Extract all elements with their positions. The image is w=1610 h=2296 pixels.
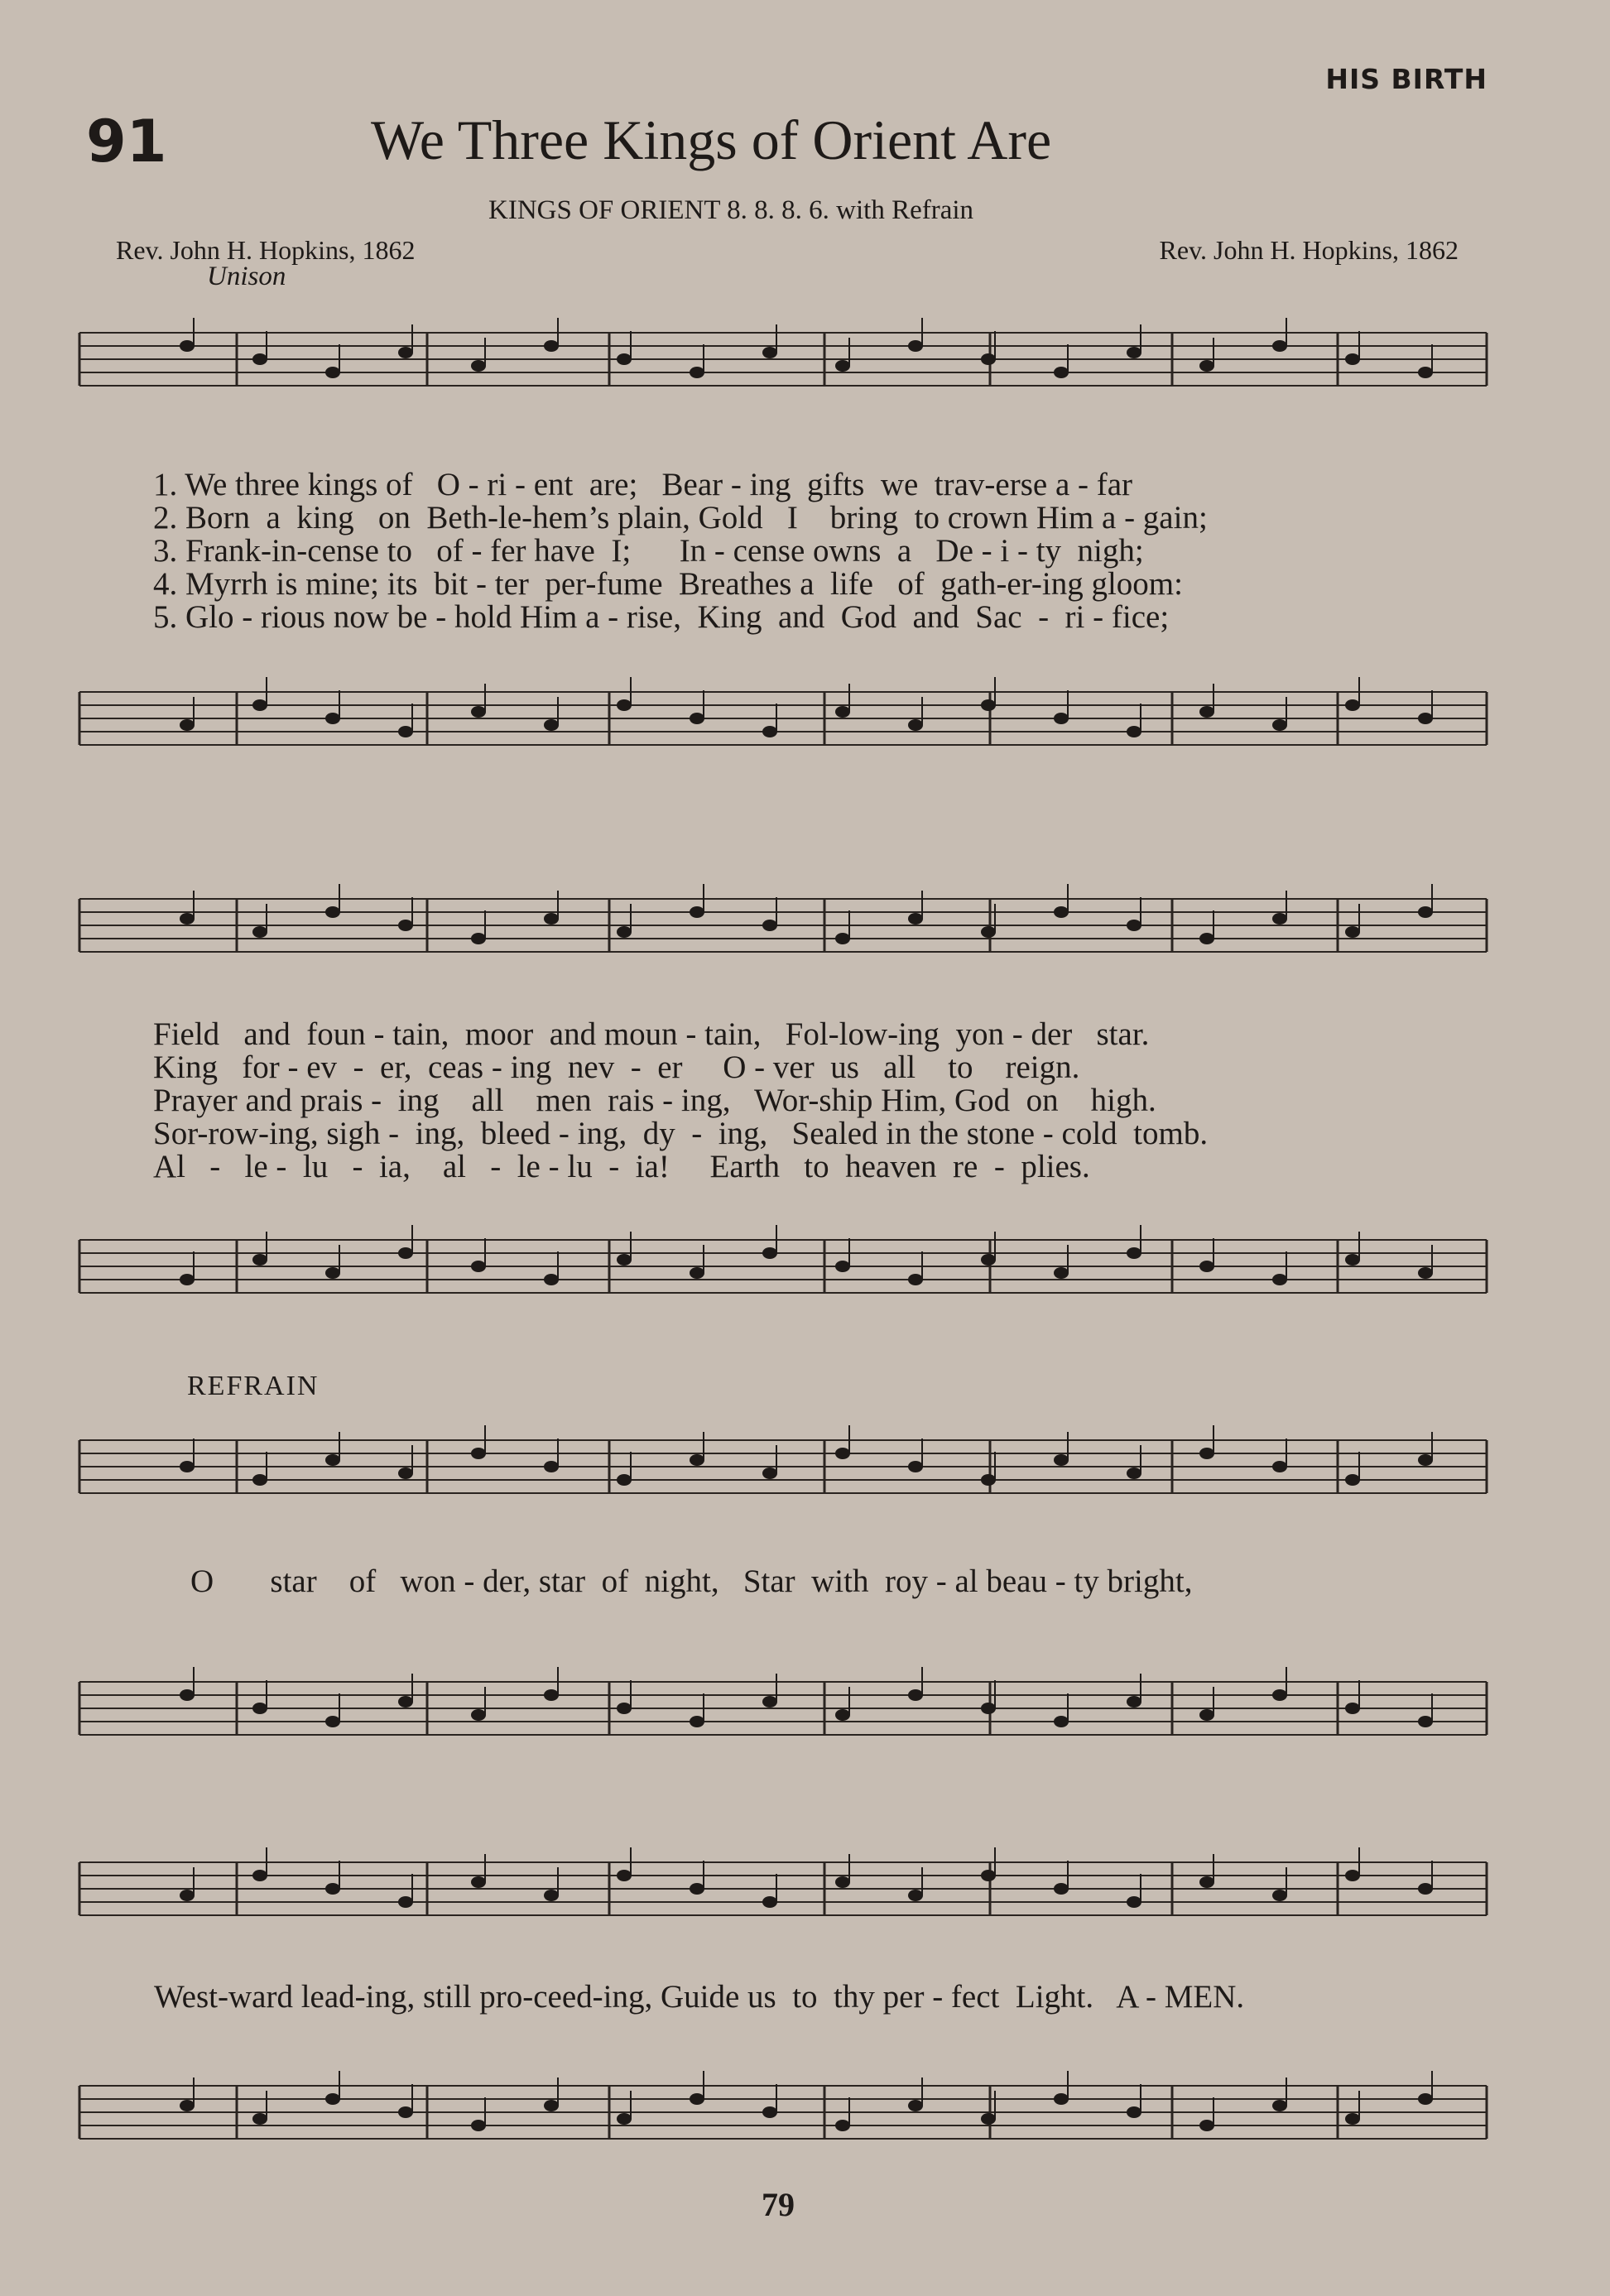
note-head <box>908 340 923 352</box>
note-head <box>252 699 267 711</box>
note-head <box>762 726 777 737</box>
note-head <box>1054 367 1069 378</box>
verse-line: 3. Frank-in-cense to of - fer have I; In - cense owns a De - i - ty nigh; <box>153 533 1144 569</box>
note-head <box>1345 2113 1360 2125</box>
music-credit: Rev. John H. Hopkins, 1862 <box>1159 235 1459 265</box>
bass-staff <box>79 1232 1487 1301</box>
note-head <box>1418 906 1433 918</box>
note-head <box>835 360 850 372</box>
note-head <box>617 1254 632 1266</box>
note-head <box>398 1467 413 1479</box>
note-head <box>835 1261 850 1272</box>
refrain-lyric-line: West-ward lead-ing, still pro-ceed-ing, Guide us to thy per - fect Light. A - MEN. <box>154 1979 1245 2015</box>
note-head <box>908 1274 923 1285</box>
note-head <box>1345 1474 1360 1486</box>
note-head <box>1054 1716 1069 1727</box>
note-head <box>398 347 413 358</box>
note-head <box>1272 1274 1287 1285</box>
note-head <box>1054 713 1069 724</box>
note-head <box>180 913 195 925</box>
verse-line: Prayer and prais - ing all men rais - ing, Wor-ship Him, God on high. <box>153 1083 1156 1118</box>
note-head <box>252 1474 267 1486</box>
note-head <box>544 1461 559 1472</box>
note-head <box>981 926 996 938</box>
note-head <box>1054 2093 1069 2105</box>
note-head <box>471 1876 486 1888</box>
note-head <box>835 1448 850 1459</box>
note-head <box>544 1274 559 1285</box>
note-head <box>1127 1247 1141 1259</box>
verse-line: 4. Myrrh is mine; its bit - ter per-fume Breathes a life of gath-er-ing gloom: <box>153 566 1183 602</box>
note-head <box>471 1448 486 1459</box>
treble-staff <box>79 891 1487 960</box>
verse-lyrics-block <box>153 468 1208 634</box>
note-head <box>325 1883 340 1895</box>
note-head <box>1345 1870 1360 1881</box>
verse-line: 5. Glo - rious now be - hold Him a - rise, King and God and Sac - ri - fice; <box>153 599 1170 635</box>
note-head <box>325 2093 340 2105</box>
note-head <box>544 1890 559 1901</box>
note-head <box>1418 367 1433 378</box>
note-head <box>325 1267 340 1279</box>
hymn-number: 91 <box>86 108 167 175</box>
note-head <box>1199 1448 1214 1459</box>
note-head <box>398 1896 413 1908</box>
verse-lyrics-block <box>153 1018 1208 1184</box>
bass-staff <box>79 2077 1487 2147</box>
note-head <box>1054 1267 1069 1279</box>
note-head <box>762 1467 777 1479</box>
note-head <box>981 1870 996 1881</box>
note-head <box>544 913 559 925</box>
note-head <box>180 719 195 731</box>
note-head <box>1345 1254 1360 1266</box>
note-head <box>1272 719 1287 731</box>
note-head <box>908 2100 923 2111</box>
note-head <box>544 1689 559 1701</box>
note-head <box>690 1454 704 1466</box>
note-head <box>398 920 413 931</box>
note-head <box>1127 726 1141 737</box>
note-head <box>252 1870 267 1881</box>
note-head <box>981 353 996 365</box>
note-head <box>325 367 340 378</box>
treble-staff <box>79 324 1487 394</box>
note-head <box>762 1896 777 1908</box>
note-head <box>762 1696 777 1708</box>
note-head <box>835 1709 850 1721</box>
note-head <box>398 726 413 737</box>
note-head <box>471 933 486 944</box>
note-head <box>908 1689 923 1701</box>
note-head <box>252 926 267 938</box>
note-head <box>252 353 267 365</box>
note-head <box>471 1709 486 1721</box>
note-head <box>1199 360 1214 372</box>
note-head <box>690 906 704 918</box>
note-head <box>617 2113 632 2125</box>
note-head <box>1127 347 1141 358</box>
note-head <box>180 1890 195 1901</box>
note-head <box>690 2093 704 2105</box>
note-head <box>690 1716 704 1727</box>
note-head <box>180 1274 195 1285</box>
page-number: 79 <box>762 2186 795 2223</box>
performance-direction: Unison <box>207 262 286 291</box>
note-head <box>1272 2100 1287 2111</box>
note-head <box>1199 706 1214 718</box>
note-head <box>1272 913 1287 925</box>
note-head <box>1199 1876 1214 1888</box>
note-head <box>1199 2120 1214 2131</box>
bass-staff <box>79 1674 1487 1743</box>
note-head <box>617 1870 632 1881</box>
note-head <box>398 1696 413 1708</box>
note-head <box>471 2120 486 2131</box>
treble-staff <box>79 1432 1487 1501</box>
note-head <box>180 340 195 352</box>
note-head <box>1345 1703 1360 1714</box>
note-head <box>617 1474 632 1486</box>
note-head <box>1272 340 1287 352</box>
note-head <box>471 360 486 372</box>
note-head <box>908 913 923 925</box>
note-head <box>1054 1883 1069 1895</box>
refrain-label: REFRAIN <box>187 1371 320 1401</box>
note-head <box>908 1890 923 1901</box>
note-head <box>325 713 340 724</box>
note-head <box>690 1883 704 1895</box>
note-head <box>762 347 777 358</box>
note-head <box>762 2106 777 2118</box>
section-heading: HIS BIRTH <box>1325 63 1487 95</box>
note-head <box>180 1689 195 1701</box>
note-head <box>1345 699 1360 711</box>
verse-line: Field and foun - tain, moor and moun - tain, Fol-low-ing yon - der star. <box>153 1016 1150 1052</box>
note-head <box>252 1254 267 1266</box>
note-head <box>981 2113 996 2125</box>
note-head <box>1418 1883 1433 1895</box>
note-head <box>617 926 632 938</box>
note-head <box>1418 1267 1433 1279</box>
verse-line: 1. We three kings of O - ri - ent are; Bear - ing gifts we trav-erse a - far <box>153 467 1133 502</box>
bass-staff <box>79 684 1487 753</box>
note-head <box>1272 1689 1287 1701</box>
note-head <box>908 719 923 731</box>
note-head <box>180 2100 195 2111</box>
note-head <box>252 1703 267 1714</box>
note-head <box>617 1703 632 1714</box>
note-head <box>1418 713 1433 724</box>
note-head <box>471 706 486 718</box>
note-head <box>690 367 704 378</box>
note-head <box>1054 906 1069 918</box>
treble-staff <box>79 1854 1487 1924</box>
note-head <box>325 1454 340 1466</box>
note-head <box>835 2120 850 2131</box>
note-head <box>908 1461 923 1472</box>
refrain-lyric-line: O star of won - der, star of night, Star with roy - al beau - ty bright, <box>190 1563 1193 1599</box>
verse-line: 2. Born a king on Beth-le-hem’s plain, Gold I bring to crown Him a - gain; <box>153 500 1208 536</box>
note-head <box>1272 1461 1287 1472</box>
note-head <box>544 2100 559 2111</box>
note-head <box>1345 926 1360 938</box>
note-head <box>1127 1467 1141 1479</box>
note-head <box>762 920 777 931</box>
note-head <box>1418 1716 1433 1727</box>
note-head <box>690 1267 704 1279</box>
note-head <box>1127 920 1141 931</box>
note-head <box>981 1254 996 1266</box>
note-head <box>471 1261 486 1272</box>
note-head <box>1418 1454 1433 1466</box>
note-head <box>544 719 559 731</box>
note-head <box>1418 2093 1433 2105</box>
hymn-title: We Three Kings of Orient Are <box>371 108 1052 171</box>
note-head <box>690 713 704 724</box>
note-head <box>1127 1896 1141 1908</box>
note-head <box>1127 2106 1141 2118</box>
note-head <box>398 1247 413 1259</box>
verse-line: Al - le - lu - ia, al - le - lu - ia! Earth to heaven re - plies. <box>153 1149 1090 1184</box>
verse-line: King for - ev - er, ceas - ing nev - er O - ver us all to reign. <box>153 1050 1080 1085</box>
note-head <box>1272 1890 1287 1901</box>
note-head <box>762 1247 777 1259</box>
note-head <box>981 1703 996 1714</box>
note-head <box>835 1876 850 1888</box>
note-head <box>981 699 996 711</box>
note-head <box>398 2106 413 2118</box>
note-head <box>981 1474 996 1486</box>
verse-line: Sor-row-ing, sigh - ing, bleed - ing, dy - ing, Sealed in the stone - cold tomb. <box>153 1116 1209 1151</box>
note-head <box>1199 1709 1214 1721</box>
note-head <box>617 699 632 711</box>
note-head <box>617 353 632 365</box>
note-head <box>325 906 340 918</box>
note-head <box>544 340 559 352</box>
note-head <box>1054 1454 1069 1466</box>
note-head <box>325 1716 340 1727</box>
tune-meter: KINGS OF ORIENT 8. 8. 8. 6. with Refrain <box>488 195 974 225</box>
note-head <box>1345 353 1360 365</box>
note-head <box>1199 933 1214 944</box>
note-head <box>180 1461 195 1472</box>
note-head <box>835 706 850 718</box>
words-credit: Rev. John H. Hopkins, 1862 <box>116 235 416 265</box>
note-head <box>1199 1261 1214 1272</box>
note-head <box>1127 1696 1141 1708</box>
note-head <box>835 933 850 944</box>
note-head <box>252 2113 267 2125</box>
